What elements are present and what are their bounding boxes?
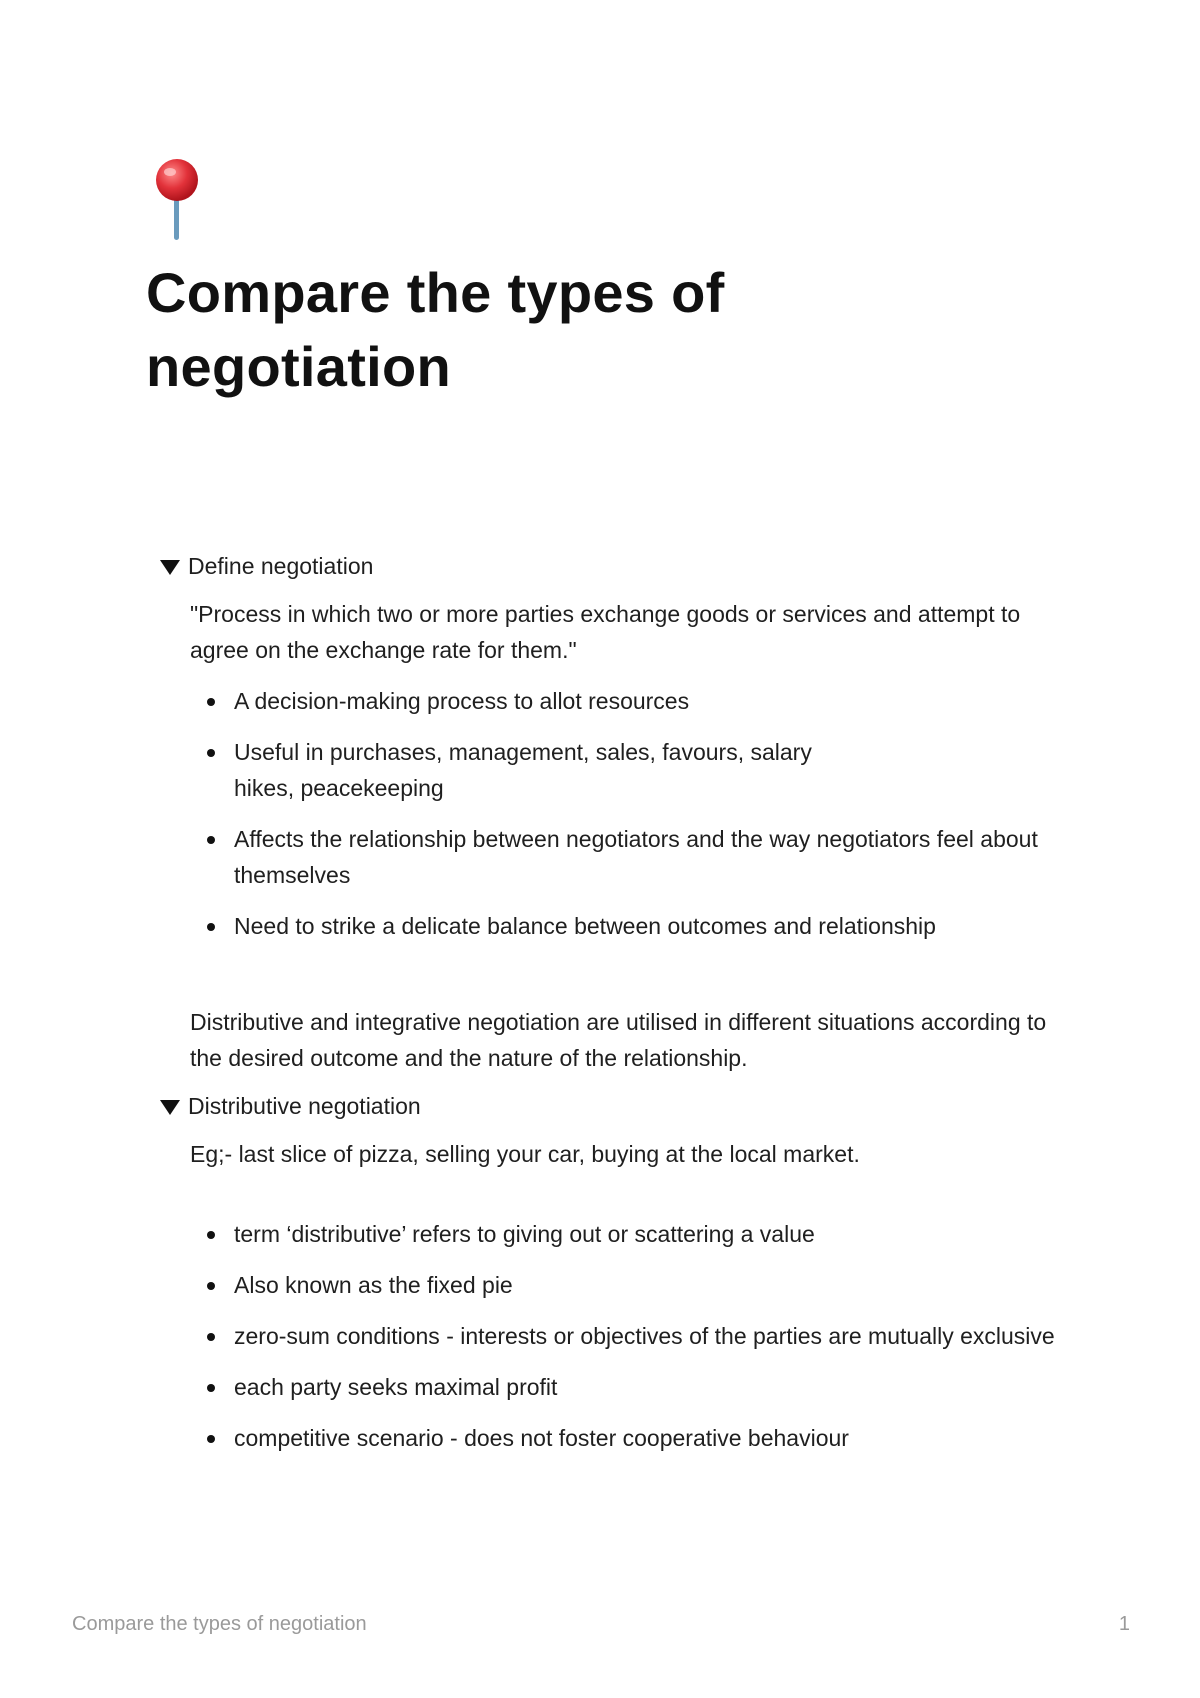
- list-item: Need to strike a delicate balance between outcomes and relationship: [234, 908, 1060, 944]
- list-item: zero-sum conditions - interests or objectives of the parties are mutually exclusive: [234, 1318, 1060, 1354]
- list-item: Also known as the fixed pie: [234, 1267, 1060, 1303]
- page-content: [160, 548, 1060, 1456]
- toggle-define-negotiation[interactable]: [160, 548, 1060, 584]
- example-paragraph: Eg;- last slice of pizza, selling your car, buying at the local market.: [190, 1141, 860, 1167]
- toggle-distributive-negotiation[interactable]: [160, 1088, 1060, 1124]
- round-pushpin-icon: [148, 158, 228, 242]
- intro-paragraph: Distributive and integrative negotiation are utilised in different situations according to the desired outcome and the nature of the relationship.: [190, 1009, 1047, 1071]
- definition-quote: "Process in which two or more parties exchange goods or services and attempt to agree on the exchange rate for them.": [190, 601, 1021, 663]
- toggle-body-define: [160, 596, 1060, 944]
- list-item-text: Useful in purchases, management, sales, favours, salary hikes, peacekeeping: [234, 739, 812, 801]
- bullet-list-define: [190, 683, 1060, 944]
- toggle-triangle-icon[interactable]: [160, 1100, 180, 1115]
- list-item: competitive scenario - does not foster cooperative behaviour: [234, 1420, 1060, 1456]
- list-item: [234, 734, 1060, 806]
- page-number: 1: [1118, 1613, 1130, 1635]
- list-item: each party seeks maximal profit: [234, 1369, 1060, 1405]
- toggle-body-distributive: [160, 1136, 1060, 1456]
- footer-title: Compare the types of negotiation: [72, 1613, 367, 1635]
- bullet-list-distributive: [190, 1216, 1060, 1456]
- page-title: Compare the types of negotiation: [146, 261, 725, 398]
- list-item: term ‘distributive’ refers to giving out or scattering a value: [234, 1216, 1060, 1252]
- toggle-label: Distributive negotiation: [188, 1093, 421, 1119]
- list-item: A decision-making process to allot resources: [234, 683, 1060, 719]
- toggle-label: Define negotiation: [188, 553, 374, 579]
- list-item: Affects the relationship between negotiators and the way negotiators feel about themselves: [234, 821, 1060, 893]
- toggle-triangle-icon[interactable]: [160, 560, 180, 575]
